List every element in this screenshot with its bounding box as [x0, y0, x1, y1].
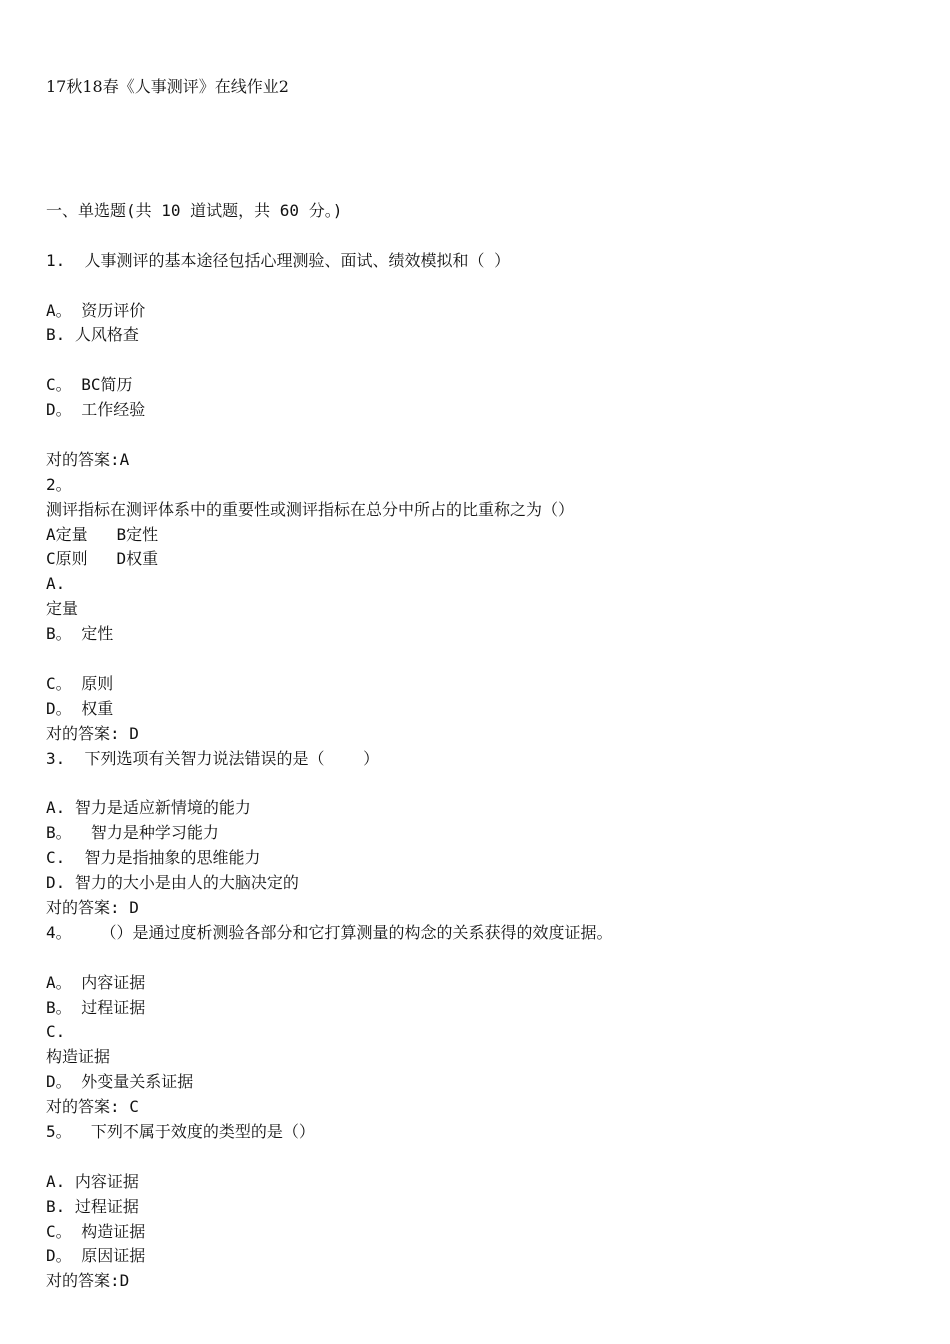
- blank-line: [46, 1145, 906, 1170]
- text-line: C.: [46, 1022, 66, 1042]
- text-line: A。 内容证据: [46, 972, 146, 992]
- text-line: D。 外变量关系证据: [46, 1072, 194, 1092]
- text-line: B。 定性: [46, 624, 114, 644]
- text-line: 对的答案:D: [46, 1271, 130, 1291]
- blank-line: [46, 224, 906, 249]
- text-line: C。 原则: [46, 673, 114, 693]
- text-line: B. 人风格查: [46, 325, 139, 345]
- text-line: C原则 D权重: [46, 549, 159, 569]
- text-line: A.: [46, 574, 66, 594]
- text-line: D. 智力的大小是由人的大脑决定的: [46, 873, 299, 893]
- text-line: A. 智力是适应新情境的能力: [46, 798, 251, 818]
- text-line: A。 资历评价: [46, 300, 146, 320]
- text-line: 对的答案: D: [46, 723, 139, 743]
- text-line: D。 权重: [46, 698, 114, 718]
- text-line: 一、单选题(共 10 道试题，共 60 分。): [46, 201, 343, 220]
- text-line: 定量: [46, 599, 79, 619]
- text-line: 对的答案: C: [46, 1097, 139, 1117]
- blank-line: [46, 274, 906, 299]
- text-line: C. 智力是指抽象的思维能力: [46, 848, 261, 868]
- text-line: B。 过程证据: [46, 997, 146, 1017]
- text-line: 测评指标在测评体系中的重要性或测评指标在总分中所占的比重称之为（）: [46, 499, 575, 519]
- text-line: 对的答案:A: [46, 449, 130, 469]
- text-line: 1. 人事测评的基本途径包括心理测验、面试、绩效模拟和（ ）: [46, 250, 511, 270]
- text-line: 3. 下列选项有关智力说法错误的是（ ）: [46, 748, 380, 768]
- text-line: D。 工作经验: [46, 400, 146, 420]
- text-line: C。 BC简历: [46, 375, 133, 395]
- text-line: 构造证据: [46, 1047, 111, 1067]
- text-line: 对的答案: D: [46, 897, 139, 917]
- text-line: D。 原因证据: [46, 1246, 146, 1266]
- document-title: 17秋18春《人事测评》在线作业2: [46, 77, 289, 96]
- blank-line: [46, 423, 906, 448]
- text-line: 2。: [46, 474, 72, 494]
- text-line: 5。 下列不属于效度的类型的是（）: [46, 1121, 315, 1141]
- text-line: B。 智力是种学习能力: [46, 823, 219, 843]
- blank-line: [46, 348, 906, 373]
- text-line: A定量 B定性: [46, 524, 159, 544]
- text-line: A. 内容证据: [46, 1171, 139, 1191]
- blank-line: [46, 771, 906, 796]
- text-line: C。 构造证据: [46, 1221, 146, 1241]
- document-body: [46, 199, 906, 1294]
- text-line: B. 过程证据: [46, 1196, 139, 1216]
- text-line: 4。 （）是通过度析测验各部分和它打算测量的构念的关系获得的效度证据。: [46, 922, 613, 942]
- blank-line: [46, 647, 906, 672]
- blank-line: [46, 946, 906, 971]
